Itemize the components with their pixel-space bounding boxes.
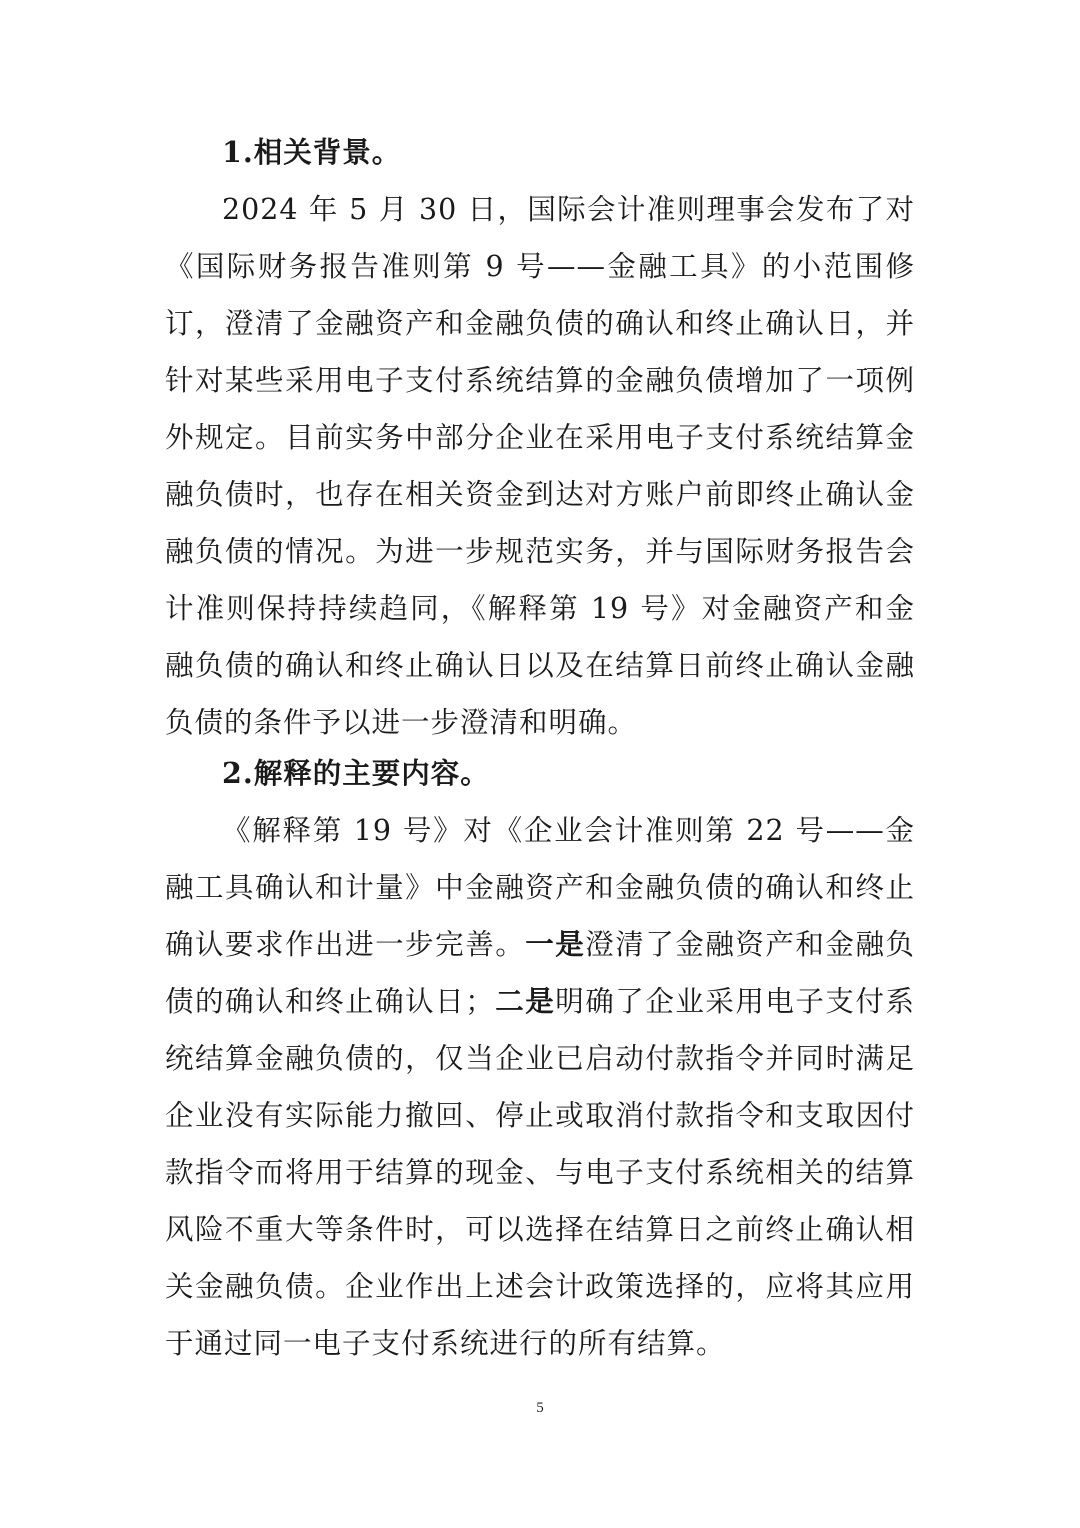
first-point-text: 澄清了金融资产和金融负债的确认和终止确认日； — [165, 928, 915, 1018]
page-number: 5 — [536, 1400, 544, 1416]
section-2-heading: 2.解释的主要内容。 — [222, 756, 490, 790]
first-point-marker: 一是 — [525, 927, 586, 961]
section-2-intro-text: 《解释第 19 号》对《企业会计准则第 22 号——金融工具确认和计量》中金融资产和金融负债的确认和终止确认要求作出进一步完善。 — [165, 814, 915, 961]
section-2-paragraph — [165, 802, 915, 1372]
second-point-marker: 二是 — [494, 984, 556, 1018]
section-1-heading: 1.相关背景。 — [222, 135, 402, 169]
second-point-text: 明确了企业采用电子支付系统结算金融负债的，仅当企业已启动付款指令并同时满足企业没有实际能力撤回、停止或取消付款指令和支取因付款指令而将用于结算的现金、与电子支付系统相关的结算风险不重大等条件时，可以选择在结算日之前终止确认相关金融负债。企业作出上述会计政策选择的，应将其应用于通过同一电子支付系统进行的所有结算。 — [165, 985, 915, 1360]
section-1-paragraph: 2024 年 5 月 30 日，国际会计准则理事会发布了对《国际财务报告准则第 9 号——金融工具》的小范围修订，澄清了金融资产和金融负债的确认和终止确认日，并针对某些采用电子支付系统结算的金融负债增加了一项例外规定。目前实务中部分企业在采用电子支付系统结算金融负债时，也存在相关资金到达对方账户前即终止确认金融负债的情况。为进一步规范实务，并与国际财务报告会计准则保持持续趋同，《解释第 19 号》对金融资产和金融负债的确认和终止确认日以及在结算日前终止确认金融负债的条件予以进一步澄清和明确。 — [165, 193, 915, 739]
